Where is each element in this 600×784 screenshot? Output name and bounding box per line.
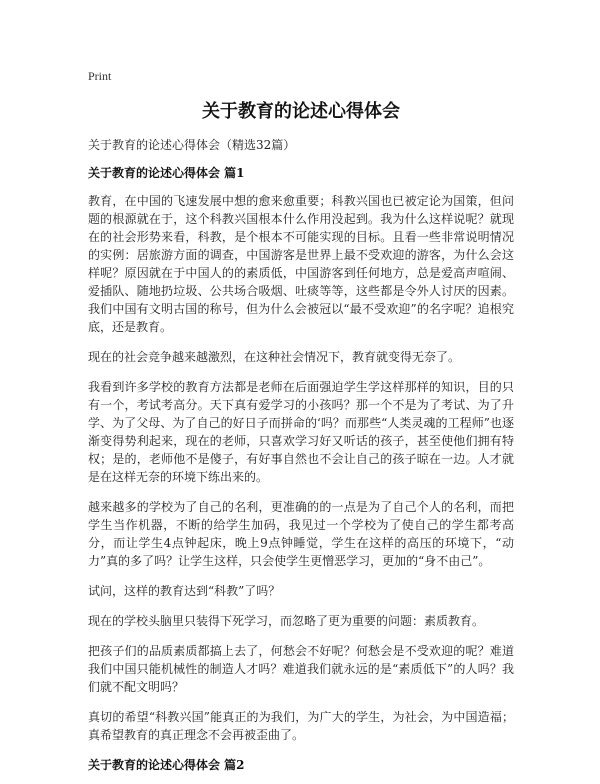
section-heading-2: 关于教育的论述心得体会 篇2	[88, 758, 245, 772]
paragraph-8: 真切的希望“科教兴国”能真正的为我们，为广大的学生，为社会，为中国造福；真希望教育的真正理念不会再被歪曲了。	[88, 710, 514, 742]
paragraph-6: 现在的学校头脑里只装得下死学习，而忽略了更为重要的问题：素质教育。	[88, 614, 485, 628]
paragraph-1: 教育，在中国的飞速发展中想的愈来愈重要；科教兴国也已被定论为国策，但问题的根源就在于，这个科教兴国根本什么作用没起到。我为什么这样说呢？就现在的社会形势来看，科教，是个根本不可能实现的目标。且看一些非常说明情况的实例：居旅游方面的调查，中国游客是世界上最不受欢迎的游客，为什么会这样呢？原因就在于中国人的的素质低，中国游客到任何地方，总是爱高声喧闹、爱插队、随地扔垃圾、公共场合吸烟、吐痰等等，这些都是令外人讨厌的因素。我们中国有文明古国的称号，但为什么会被冠以“最不受欢迎”的名字呢？追根究底，还是教育。	[88, 194, 514, 334]
paragraph-5: 试问，这样的教育达到“科教”了吗？	[88, 584, 281, 598]
section-heading-1: 关于教育的论述心得体会 篇1	[88, 166, 245, 180]
document-page	[88, 68, 514, 784]
paragraph-7: 把孩子们的品质素质都搞上去了，何愁会不好呢？何愁会是不受欢迎的呢？难道我们中国只能机械性的制造人才吗？难道我们就永远的是“素质低下”的人吗？我们就不配文明吗？	[88, 644, 514, 694]
paragraph-2: 现在的社会竞争越来越激烈，在这种社会情况下，教育就变得无奈了。	[88, 350, 461, 364]
document-subtitle: 关于教育的论述心得体会（精选32篇）	[88, 138, 296, 152]
page-title: 关于教育的论述心得体会	[202, 101, 400, 122]
paragraph-3: 我看到许多学校的教育方法都是老师在后面强迫学生学这样那样的知识，目的只有一个，考试考高分。天下真有爱学习的小孩吗？那一个不是为了考试、为了升学、为了父母、为了自己的好日子而拼命的‘吗？而那些“人类灵魂的工程师”也逐渐变得势利起来，现在的老师，只喜欢学习好又听话的孩子，甚至使他们拥有特权；是的，老师他不是傻子，有好事自然也不会让自己的孩子晾在一边。人才就是在这样无奈的环境下练出来的。	[88, 380, 514, 484]
print-link[interactable]: Print	[88, 69, 112, 83]
paragraph-4: 越来越多的学校为了自己的名利，更准确的的一点是为了自己个人的名利，而把学生当作机器，不断的给学生加码，我见过一个学校为了使自己的学生都考高分，而让学生4点钟起床，晚上9点钟睡觉，学生在这样的高压的环境下，“动力”真的多了吗？让学生这样，只会使学生更憎恶学习，更加的“身不由己”。	[88, 500, 514, 568]
